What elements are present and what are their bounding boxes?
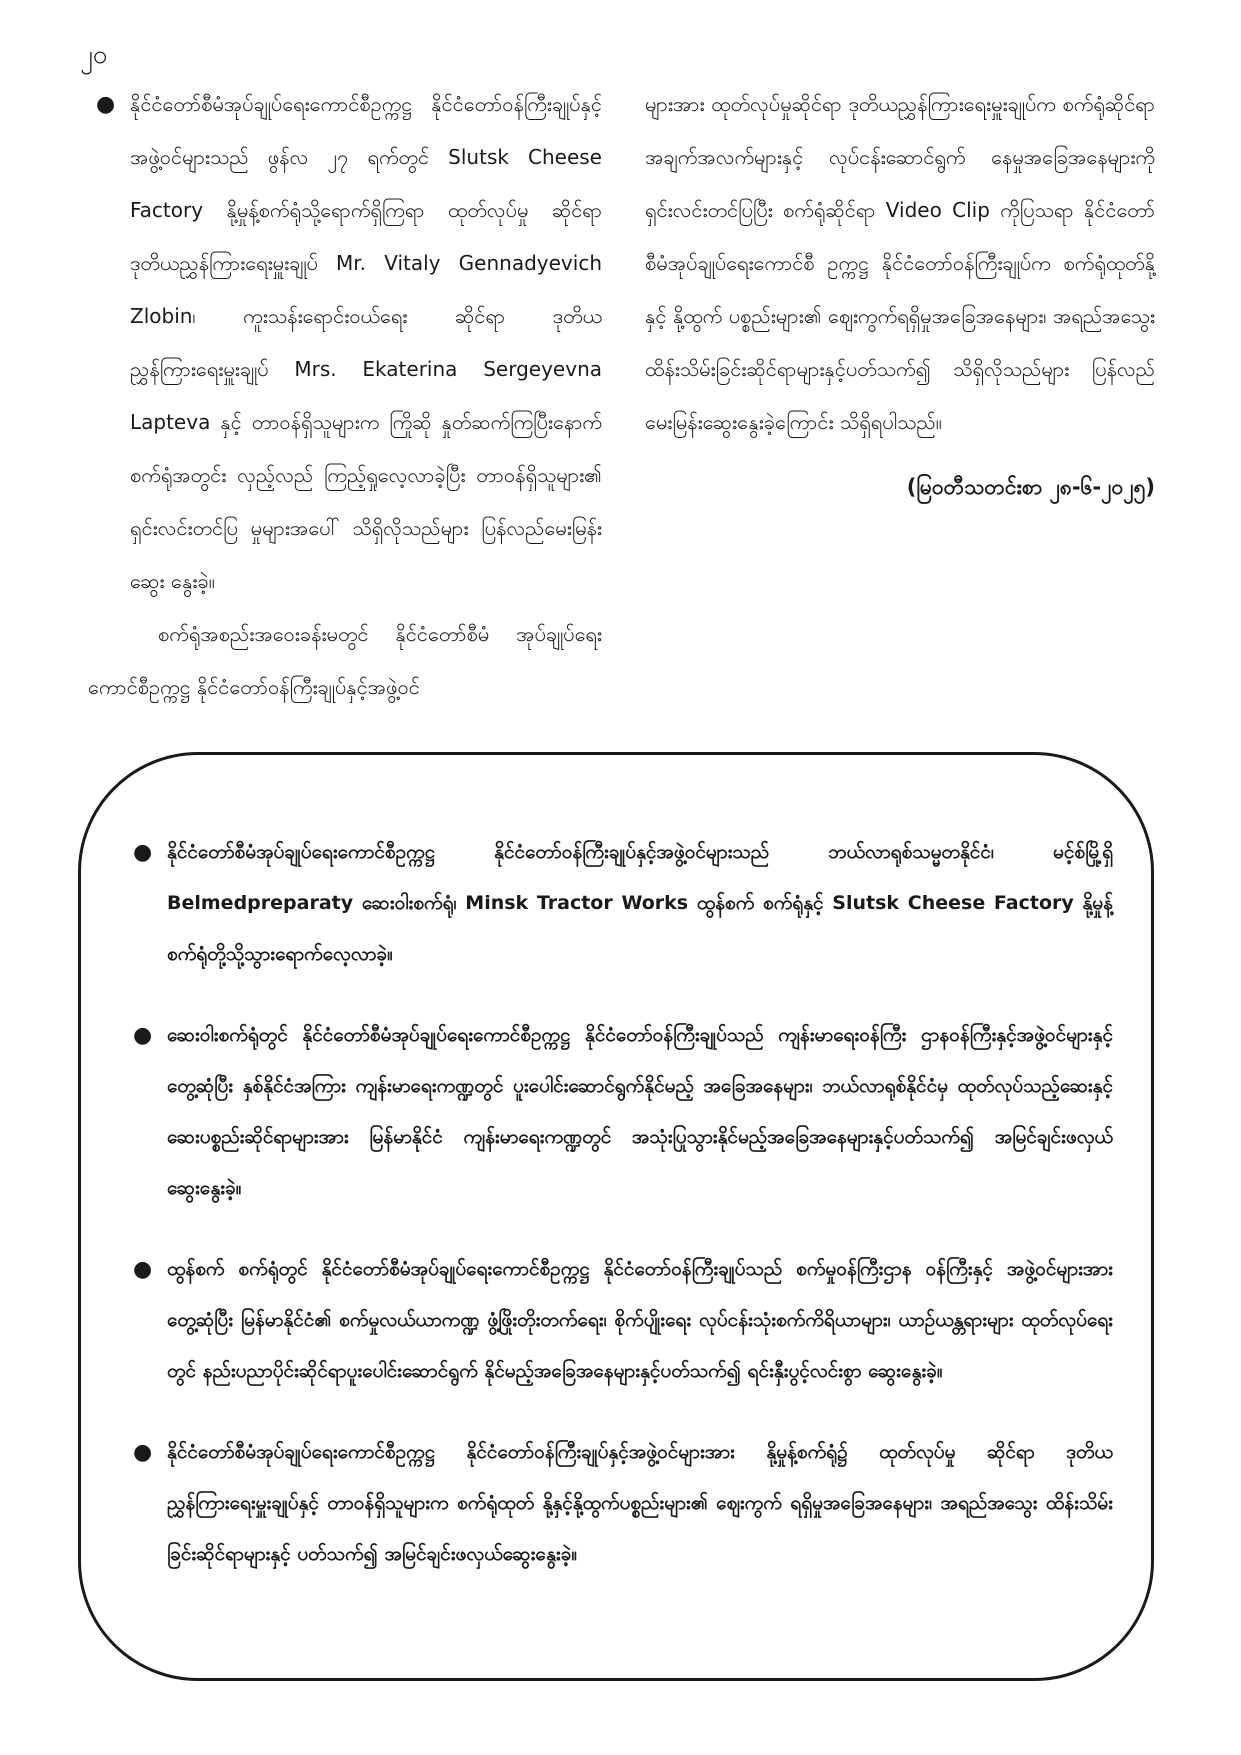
left-bullet-text: နိုင်ငံတော်စီမံအုပ်ချုပ်ရေးကောင်စီဥက္ကဋ္ဌ နိုင်ငံတော်ဝန်ကြီးချုပ်နှင့် အဖွဲ့ဝင်များသည် ဖွန်လ ၂၇ ရက်တွင် Slutsk Cheese Factory နို့မှုန့်စက်ရုံသို့ရောက်ရှိကြရာ ထုတ်လုပ်မှု ဆိုင်ရာ ဒုတိယညွှန်ကြားရေးမှူးချုပ် Mr. Vitaly Gennadyevich Zlobin၊ ကူးသန်းရောင်းဝယ်ရေး ဆိုင်ရာ ဒုတိယညွှန်ကြားရေးမှူးချုပ် Mrs. Ekaterina Sergeyevna Lapteva နှင့် တာဝန်ရှိသူများက ကြိုဆို နှုတ်ဆက်ကြပြီးနောက် စက်ရုံအတွင်း လှည့်လည် ကြည့်ရှုလေ့လာခဲ့ပြီး တာဝန်ရှိသူများ၏ ရှင်းလင်းတင်ပြ မှုများအပေါ် သိရှိလိုသည်များ ပြန်လည်မေးမြန်းဆွေး နွေးခဲ့။ xyxy=(130,92,602,593)
bullet-icon: ● xyxy=(133,1440,153,1465)
summary-item-text: နိုင်ငံတော်စီမံအုပ်ချုပ်ရေးကောင်စီဥက္ကဋ္ဌ နိုင်ငံတော်ဝန်ကြီးချုပ်နှင့်အဖွဲ့ဝင်များအား နို့မှုန့်စက်ရုံ၌ ထုတ်လုပ်မှု ဆိုင်ရာ ဒုတိယညွှန်ကြားရေးမှူးချုပ်နှင့် တာဝန်ရှိသူများက စက်ရုံထုတ် နို့နှင့်နို့ထွက်ပစ္စည်းများ၏ ဈေးကွက် ရရှိမှုအခြေအနေများ၊ အရည်အသွေး ထိန်းသိမ်းခြင်းဆိုင်ရာများနှင့် ပတ်သက်၍ အမြင်ချင်းဖလှယ်ဆွေးနွေးခဲ့။ xyxy=(167,1441,1113,1565)
bullet-icon: ● xyxy=(133,1257,153,1282)
summary-item xyxy=(133,1427,1113,1580)
bullet-icon: ● xyxy=(133,1023,153,1048)
left-bullet-paragraph xyxy=(96,78,602,608)
summary-item-text: ထွန်စက် စက်ရုံတွင် နိုင်ငံတော်စီမံအုပ်ချုပ်ရေးကောင်စီဥက္ကဋ္ဌ နိုင်ငံတော်ဝန်ကြီးချုပ်သည် စက်မှုဝန်ကြီးဌာန ဝန်ကြီးနှင့် အဖွဲ့ဝင်များအားတွေ့ဆုံပြီး မြန်မာနိုင်ငံ၏ စက်မှုလယ်ယာကဏ္ဍ ဖွံ့ဖြိုးတိုးတက်ရေး၊ စိုက်ပျိုးရေး လုပ်ငန်းသုံးစက်ကိရိယာများ၊ ယာဉ်ယန္တရားများ ထုတ်လုပ်ရေးတွင် နည်းပညာပိုင်းဆိုင်ရာပူးပေါင်းဆောင်ရွက် နိုင်မည့်အခြေအနေများနှင့်ပတ်သက်၍ ရင်းနှီးပွင့်လင်းစွာ ဆွေးနွေးခဲ့။ xyxy=(167,1258,1113,1382)
summary-list xyxy=(133,827,1113,1610)
summary-item-text: ဆေးဝါးစက်ရုံတွင် နိုင်ငံတော်စီမံအုပ်ချုပ်ရေးကောင်စီဥက္ကဋ္ဌ နိုင်ငံတော်ဝန်ကြီးချုပ်သည် ကျန်းမာရေးဝန်ကြီး ဌာနဝန်ကြီးနှင့်အဖွဲ့ဝင်များနှင့်တွေ့ဆုံပြီး နှစ်နိုင်ငံအကြား ကျန်းမာရေးကဏ္ဍတွင် ပူးပေါင်းဆောင်ရွက်နိုင်မည့် အခြေအနေများ၊ ဘယ်လာရုစ်နိုင်ငံမှ ထုတ်လုပ်သည့်ဆေးနှင့် ဆေးပစ္စည်းဆိုင်ရာများအား မြန်မာနိုင်ငံ ကျန်းမာရေးကဏ္ဍတွင် အသုံးပြုသွားနိုင်မည့်အခြေအနေများနှင့်ပတ်သက်၍ အမြင်ချင်းဖလှယ်ဆွေးနွေးခဲ့။ xyxy=(167,1024,1113,1199)
page-number: ၂၀ xyxy=(80,40,108,70)
summary-item-text: နိုင်ငံတော်စီမံအုပ်ချုပ်ရေးကောင်စီဥက္ကဋ္ဌ နိုင်ငံတော်ဝန်ကြီးချုပ်နှင့်အဖွဲ့ဝင်များသည် ဘယ်လာရုစ်သမ္မတနိုင်ငံ၊ မင့်စ်မြို့ရှိ Belmedpreparaty ဆေးဝါးစက်ရုံ၊ Minsk Tractor Works ထွန်စက် စက်ရုံနှင့် Slutsk Cheese Factory နို့မှုန့်စက်ရုံတို့သို့သွားရောက်လေ့လာခဲ့။ xyxy=(167,841,1113,965)
summary-item xyxy=(133,1010,1113,1214)
right-column xyxy=(645,78,1155,514)
left-indented-paragraph: စက်ရုံအစည်းအဝေးခန်းမတွင် နိုင်ငံတော်စီမံ အုပ်ချုပ်ရေးကောင်စီဥက္ကဋ္ဌ နိုင်ငံတော်ဝန်ကြီးချုပ်နှင့်အဖွဲ့ဝင် xyxy=(88,622,602,699)
summary-box xyxy=(78,752,1154,1681)
summary-item xyxy=(133,827,1113,980)
summary-item xyxy=(133,1244,1113,1397)
bullet-icon: ● xyxy=(133,840,153,865)
bullet-icon: ● xyxy=(96,92,116,117)
left-column xyxy=(88,78,602,714)
right-paragraph: များအား ထုတ်လုပ်မှုဆိုင်ရာ ဒုတိယညွှန်ကြားရေးမှူးချုပ်က စက်ရုံဆိုင်ရာအချက်အလက်များနှင့် လုပ်ငန်းဆောင်ရွက် နေမှုအခြေအနေများကို ရှင်းလင်းတင်ပြပြီး စက်ရုံဆိုင်ရာ Video Clip ကိုပြသရာ နိုင်ငံတော်စီမံအုပ်ချုပ်ရေးကောင်စီ ဥက္ကဋ္ဌ နိုင်ငံတော်ဝန်ကြီးချုပ်က စက်ရုံထုတ်နို့နှင့် နို့ထွက် ပစ္စည်းများ၏ ဈေးကွက်ရရှိမှုအခြေအနေများ၊ အရည်အသွေး ထိန်းသိမ်းခြင်းဆိုင်ရာများနှင့်ပတ်သက်၍ သိရှိလိုသည်များ ပြန်လည်မေးမြန်းဆွေးနွေးခဲ့ကြောင်း သိရှိရပါသည်။ xyxy=(645,92,1155,434)
source-citation: (မြဝတီသတင်းစာ ၂၈-၆-၂၀၂၅) xyxy=(906,475,1155,499)
